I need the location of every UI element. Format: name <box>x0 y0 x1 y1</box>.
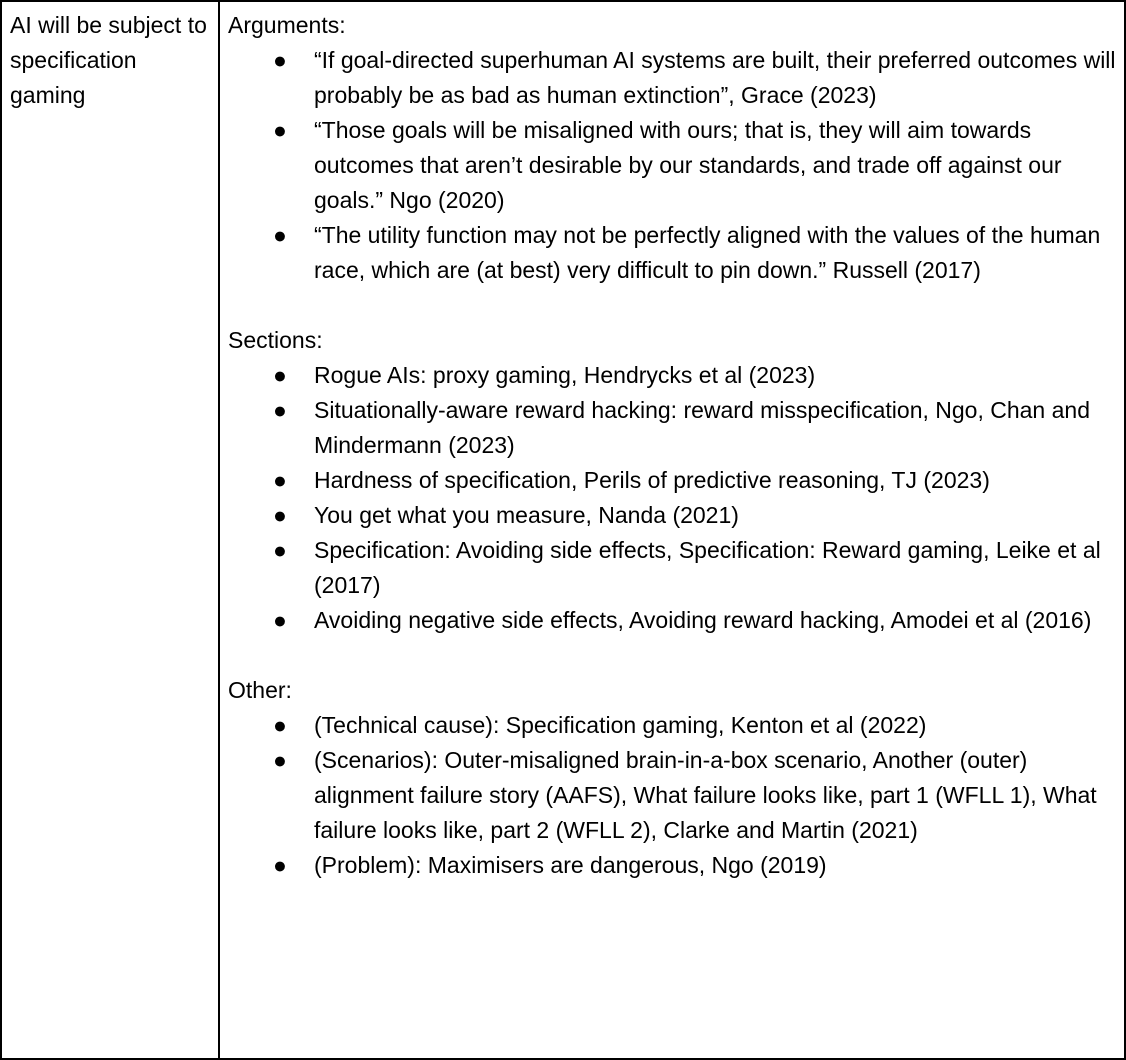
other-text: (Scenarios): Outer-misaligned brain-in-a-box scenario, Another (outer) alignment failure story (AAFS), What failure looks like, part 1 (WFLL 1), What failure looks like, part 2 (WFLL 2), Clarke and Martin (2021) <box>314 747 1097 843</box>
other-text: (Technical cause): Specification gaming, Kenton et al (2022) <box>314 712 927 738</box>
list-item <box>228 43 1124 113</box>
content-cell <box>220 2 1124 1058</box>
arguments-list <box>228 43 1124 288</box>
sections-heading: Sections: <box>228 327 323 353</box>
section-text: You get what you measure, Nanda (2021) <box>314 502 739 528</box>
bullet-icon: ● <box>273 712 287 738</box>
bullet-icon: ● <box>273 467 287 493</box>
list-item <box>228 393 1124 463</box>
bullet-icon: ● <box>273 47 287 73</box>
section-text: Avoiding negative side effects, Avoiding reward hacking, Amodei et al (2016) <box>314 607 1092 633</box>
bullet-icon: ● <box>273 747 287 773</box>
list-item <box>228 533 1124 603</box>
bullet-icon: ● <box>273 222 287 248</box>
list-item <box>228 743 1124 848</box>
other-text: (Problem): Maximisers are dangerous, Ngo (2019) <box>314 852 827 878</box>
bullet-icon: ● <box>273 607 287 633</box>
section-text: Situationally-aware reward hacking: reward misspecification, Ngo, Chan and Mindermann (2023) <box>314 397 1090 458</box>
list-item <box>228 218 1124 288</box>
list-item <box>228 708 1124 743</box>
section-text: Rogue AIs: proxy gaming, Hendrycks et al (2023) <box>314 362 816 388</box>
argument-text: “The utility function may not be perfectly aligned with the values of the human race, which are (at best) very difficult to pin down.” Russell (2017) <box>314 222 1101 283</box>
list-item <box>228 498 1124 533</box>
spacer <box>228 638 1124 673</box>
argument-text: “Those goals will be misaligned with ours; that is, they will aim towards outcomes that aren’t desirable by our standards, and trade off against our goals.” Ngo (2020) <box>314 117 1062 213</box>
other-heading: Other: <box>228 677 292 703</box>
list-item <box>228 358 1124 393</box>
argument-text: “If goal-directed superhuman AI systems are built, their preferred outcomes will probably be as bad as human extinction”, Grace (2023) <box>314 47 1116 108</box>
list-item <box>228 848 1124 883</box>
bullet-icon: ● <box>273 117 287 143</box>
spacer <box>228 288 1124 323</box>
bullet-icon: ● <box>273 362 287 388</box>
other-list <box>228 708 1124 883</box>
list-item <box>228 113 1124 218</box>
bullet-icon: ● <box>273 502 287 528</box>
row-label: AI will be subject to specification gaming <box>10 12 207 108</box>
section-text: Specification: Avoiding side effects, Specification: Reward gaming, Leike et al (2017) <box>314 537 1101 598</box>
bullet-icon: ● <box>273 852 287 878</box>
arguments-heading: Arguments: <box>228 12 346 38</box>
list-item <box>228 603 1124 638</box>
list-item <box>228 463 1124 498</box>
section-text: Hardness of specification, Perils of predictive reasoning, TJ (2023) <box>314 467 990 493</box>
bullet-icon: ● <box>273 397 287 423</box>
row-label-cell <box>2 2 220 1058</box>
sections-list <box>228 358 1124 638</box>
bullet-icon: ● <box>273 537 287 563</box>
